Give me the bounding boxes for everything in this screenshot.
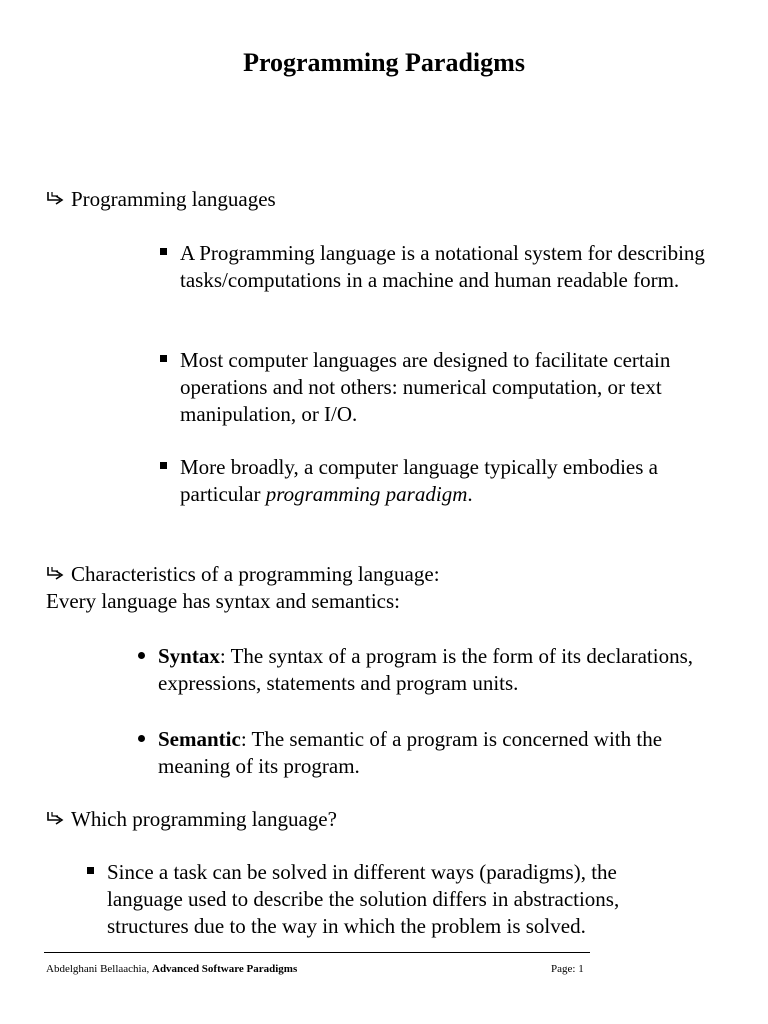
footer-course: Advanced Software Paradigms: [152, 963, 298, 975]
definition-term: Syntax: [158, 644, 220, 668]
section-heading-text: Characteristics of a programming language:: [71, 562, 440, 586]
hooked-arrow-icon: [46, 810, 66, 828]
list-item: A Programming language is a notational system for describing tasks/computations in a machine and human readable form.: [180, 241, 705, 292]
list-item-text: More broadly, a computer language typically embodies a particular: [180, 455, 658, 506]
section-heading-programming-languages: [46, 186, 276, 213]
round-bullet-icon: [138, 735, 145, 742]
hooked-arrow-icon: [46, 190, 66, 208]
definition-text: : The semantic of a program is concerned with the meaning of its program.: [158, 727, 663, 778]
definition-item: [158, 643, 708, 697]
list-item: Most computer languages are designed to facilitate certain operations and not others: numerical computation, or text manipulation, or I/O.: [180, 348, 671, 426]
square-bullet-icon: [160, 248, 167, 255]
section-subline: Every language has syntax and semantics:: [46, 589, 400, 613]
section-heading-characteristics: [46, 561, 440, 588]
footer-credit: [46, 962, 297, 976]
square-bullet-icon: [160, 462, 167, 469]
footer-author: Abdelghani Bellaachia,: [46, 963, 150, 975]
definition-item: [158, 726, 718, 780]
emphasis-text: programming paradigm: [265, 482, 468, 506]
square-bullet-icon: [160, 355, 167, 362]
section-heading-text: Programming languages: [71, 187, 276, 211]
page-title: Programming Paradigms: [243, 48, 525, 77]
section-heading-text: Which programming language?: [71, 807, 337, 831]
definition-term: Semantic: [158, 727, 241, 751]
round-bullet-icon: [138, 652, 145, 659]
list-item: Since a task can be solved in different ways (paradigms), the language used to describe the solution differs in abstractions, structures due to the way in which the problem is solved.: [107, 860, 620, 938]
definition-text: : The syntax of a program is the form of its declarations, expressions, statements and program units.: [158, 644, 694, 695]
section-heading-which-language: [46, 806, 337, 833]
list-item-text: .: [467, 482, 473, 506]
footer-page-number: Page: 1: [551, 963, 584, 975]
square-bullet-icon: [87, 867, 94, 874]
footer-divider: [44, 952, 590, 953]
list-item: [180, 454, 720, 508]
hooked-arrow-icon: [46, 565, 66, 583]
